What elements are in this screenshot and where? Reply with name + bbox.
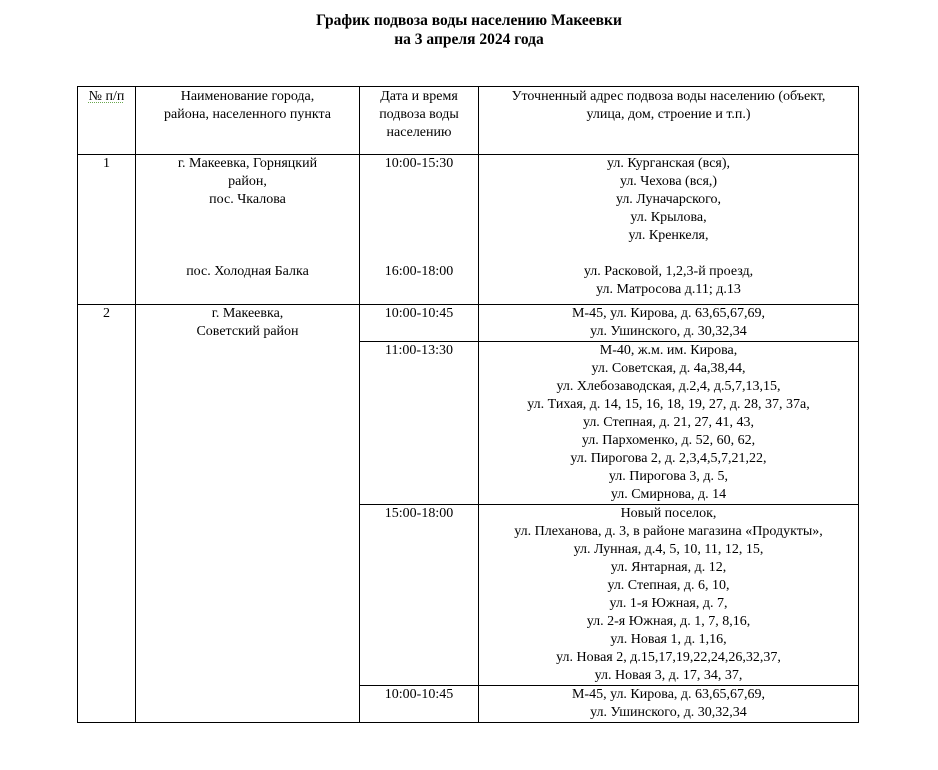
address-line: ул. 2-я Южная, д. 1, 7, 8,16,	[586, 614, 751, 629]
table-row	[78, 305, 859, 342]
address-line: ул. Курганская (вся),	[606, 156, 731, 171]
header-time-line: населению	[386, 125, 452, 140]
address-line: ул. Новая 3, д. 17, 34, 37,	[594, 668, 743, 683]
delivery-time: 10:00-10:45	[360, 686, 479, 723]
address-cell	[479, 686, 859, 723]
address-cell	[479, 155, 859, 305]
header-name	[136, 87, 360, 155]
settlement-name-line: г. Макеевка,	[211, 306, 284, 321]
header-name-line: Наименование города,	[180, 89, 315, 104]
address-line: М-40, ж.м. им. Кирова,	[599, 343, 738, 358]
address-line: ул. Лунная, д.4, 5, 10, 11, 12, 15,	[573, 542, 764, 557]
address-line: ул. Расковой, 1,2,3-й проезд,	[583, 264, 754, 279]
delivery-time: 11:00-13:30	[360, 342, 479, 505]
address-line: ул. Новая 2, д.15,17,19,22,24,26,32,37,	[556, 650, 781, 665]
address-line: ул. Чехова (вся,)	[619, 174, 718, 189]
header-name-line: района, населенного пункта	[164, 107, 331, 122]
delivery-time: 10:00-10:45	[360, 305, 479, 342]
address-line: ул. Степная, д. 6, 10,	[607, 578, 730, 593]
address-line: ул. Ушинского, д. 30,32,34	[590, 705, 747, 720]
address-line: ул. Кренкеля,	[628, 228, 709, 243]
settlement-name-line: Советский район	[196, 324, 299, 339]
delivery-time: 10:00-15:30	[384, 156, 454, 171]
address-line: ул. Пирогова 3, д. 5,	[608, 469, 729, 484]
settlement-name-line: г. Макеевка, Горняцкий	[177, 156, 318, 171]
delivery-time: 15:00-18:00	[360, 505, 479, 686]
address-line: ул. 1-я Южная, д. 7,	[609, 596, 728, 611]
header-address-line: Уточненный адрес подвоза воды населению (объект,	[511, 89, 826, 104]
address-line: ул. Тихая, д. 14, 15, 16, 18, 19, 27, д. 28, 37, 37а,	[527, 397, 810, 412]
address-line: ул. Смирнова, д. 14	[610, 487, 727, 502]
address-line: ул. Пархоменко, д. 52, 60, 62,	[581, 433, 756, 448]
address-line: ул. Ушинского, д. 30,32,34	[590, 324, 747, 339]
header-num	[78, 87, 136, 155]
row-number: 1	[78, 155, 136, 305]
address-line: ул. Степная, д. 21, 27, 41, 43,	[582, 415, 755, 430]
address-line: ул. Новая 1, д. 1,16,	[610, 632, 727, 647]
table-header-row	[78, 87, 859, 155]
header-time-line: подвоза воды	[379, 107, 459, 122]
address-line: М-45, ул. Кирова, д. 63,65,67,69,	[571, 687, 766, 702]
address-line: ул. Луначарского,	[615, 192, 722, 207]
water-schedule-table	[77, 86, 859, 723]
header-num-label: № п/п	[88, 89, 125, 104]
title-line-2: на 3 апреля 2024 года	[394, 31, 544, 48]
address-line: ул. Хлебозаводская, д.2,4, д.5,7,13,15,	[556, 379, 781, 394]
address-line: ул. Янтарная, д. 12,	[610, 560, 727, 575]
settlement-name-line: пос. Холодная Балка	[186, 264, 309, 279]
address-line: ул. Матросова д.11; д.13	[596, 282, 741, 297]
address-line: ул. Советская, д. 4а,38,44,	[591, 361, 746, 376]
address-cell	[479, 305, 859, 342]
address-line: ул. Пирогова 2, д. 2,3,4,5,7,21,22,	[570, 451, 767, 466]
address-cell	[479, 342, 859, 505]
address-line: М-45, ул. Кирова, д. 63,65,67,69,	[571, 306, 766, 321]
header-address-line: улица, дом, строение и т.п.)	[586, 107, 751, 122]
address-cell	[479, 505, 859, 686]
header-address	[479, 87, 859, 155]
header-time	[360, 87, 479, 155]
delivery-time: 16:00-18:00	[384, 264, 454, 279]
title-line-1: График подвоза воды населению Макеевки	[316, 12, 622, 29]
table-row	[78, 155, 859, 305]
header-time-line: Дата и время	[380, 89, 458, 104]
row-number: 2	[78, 305, 136, 723]
settlement-name-line: район,	[228, 174, 267, 189]
settlement-name-cell	[136, 155, 360, 305]
settlement-name-line: пос. Чкалова	[209, 192, 286, 207]
settlement-name-cell	[136, 305, 360, 723]
delivery-time-cell	[360, 155, 479, 305]
address-line: ул. Крылова,	[630, 210, 707, 225]
page-title	[0, 11, 938, 49]
address-line: Новый поселок,	[620, 506, 717, 521]
address-line: ул. Плеханова, д. 3, в районе магазина «Продукты»,	[514, 524, 823, 539]
